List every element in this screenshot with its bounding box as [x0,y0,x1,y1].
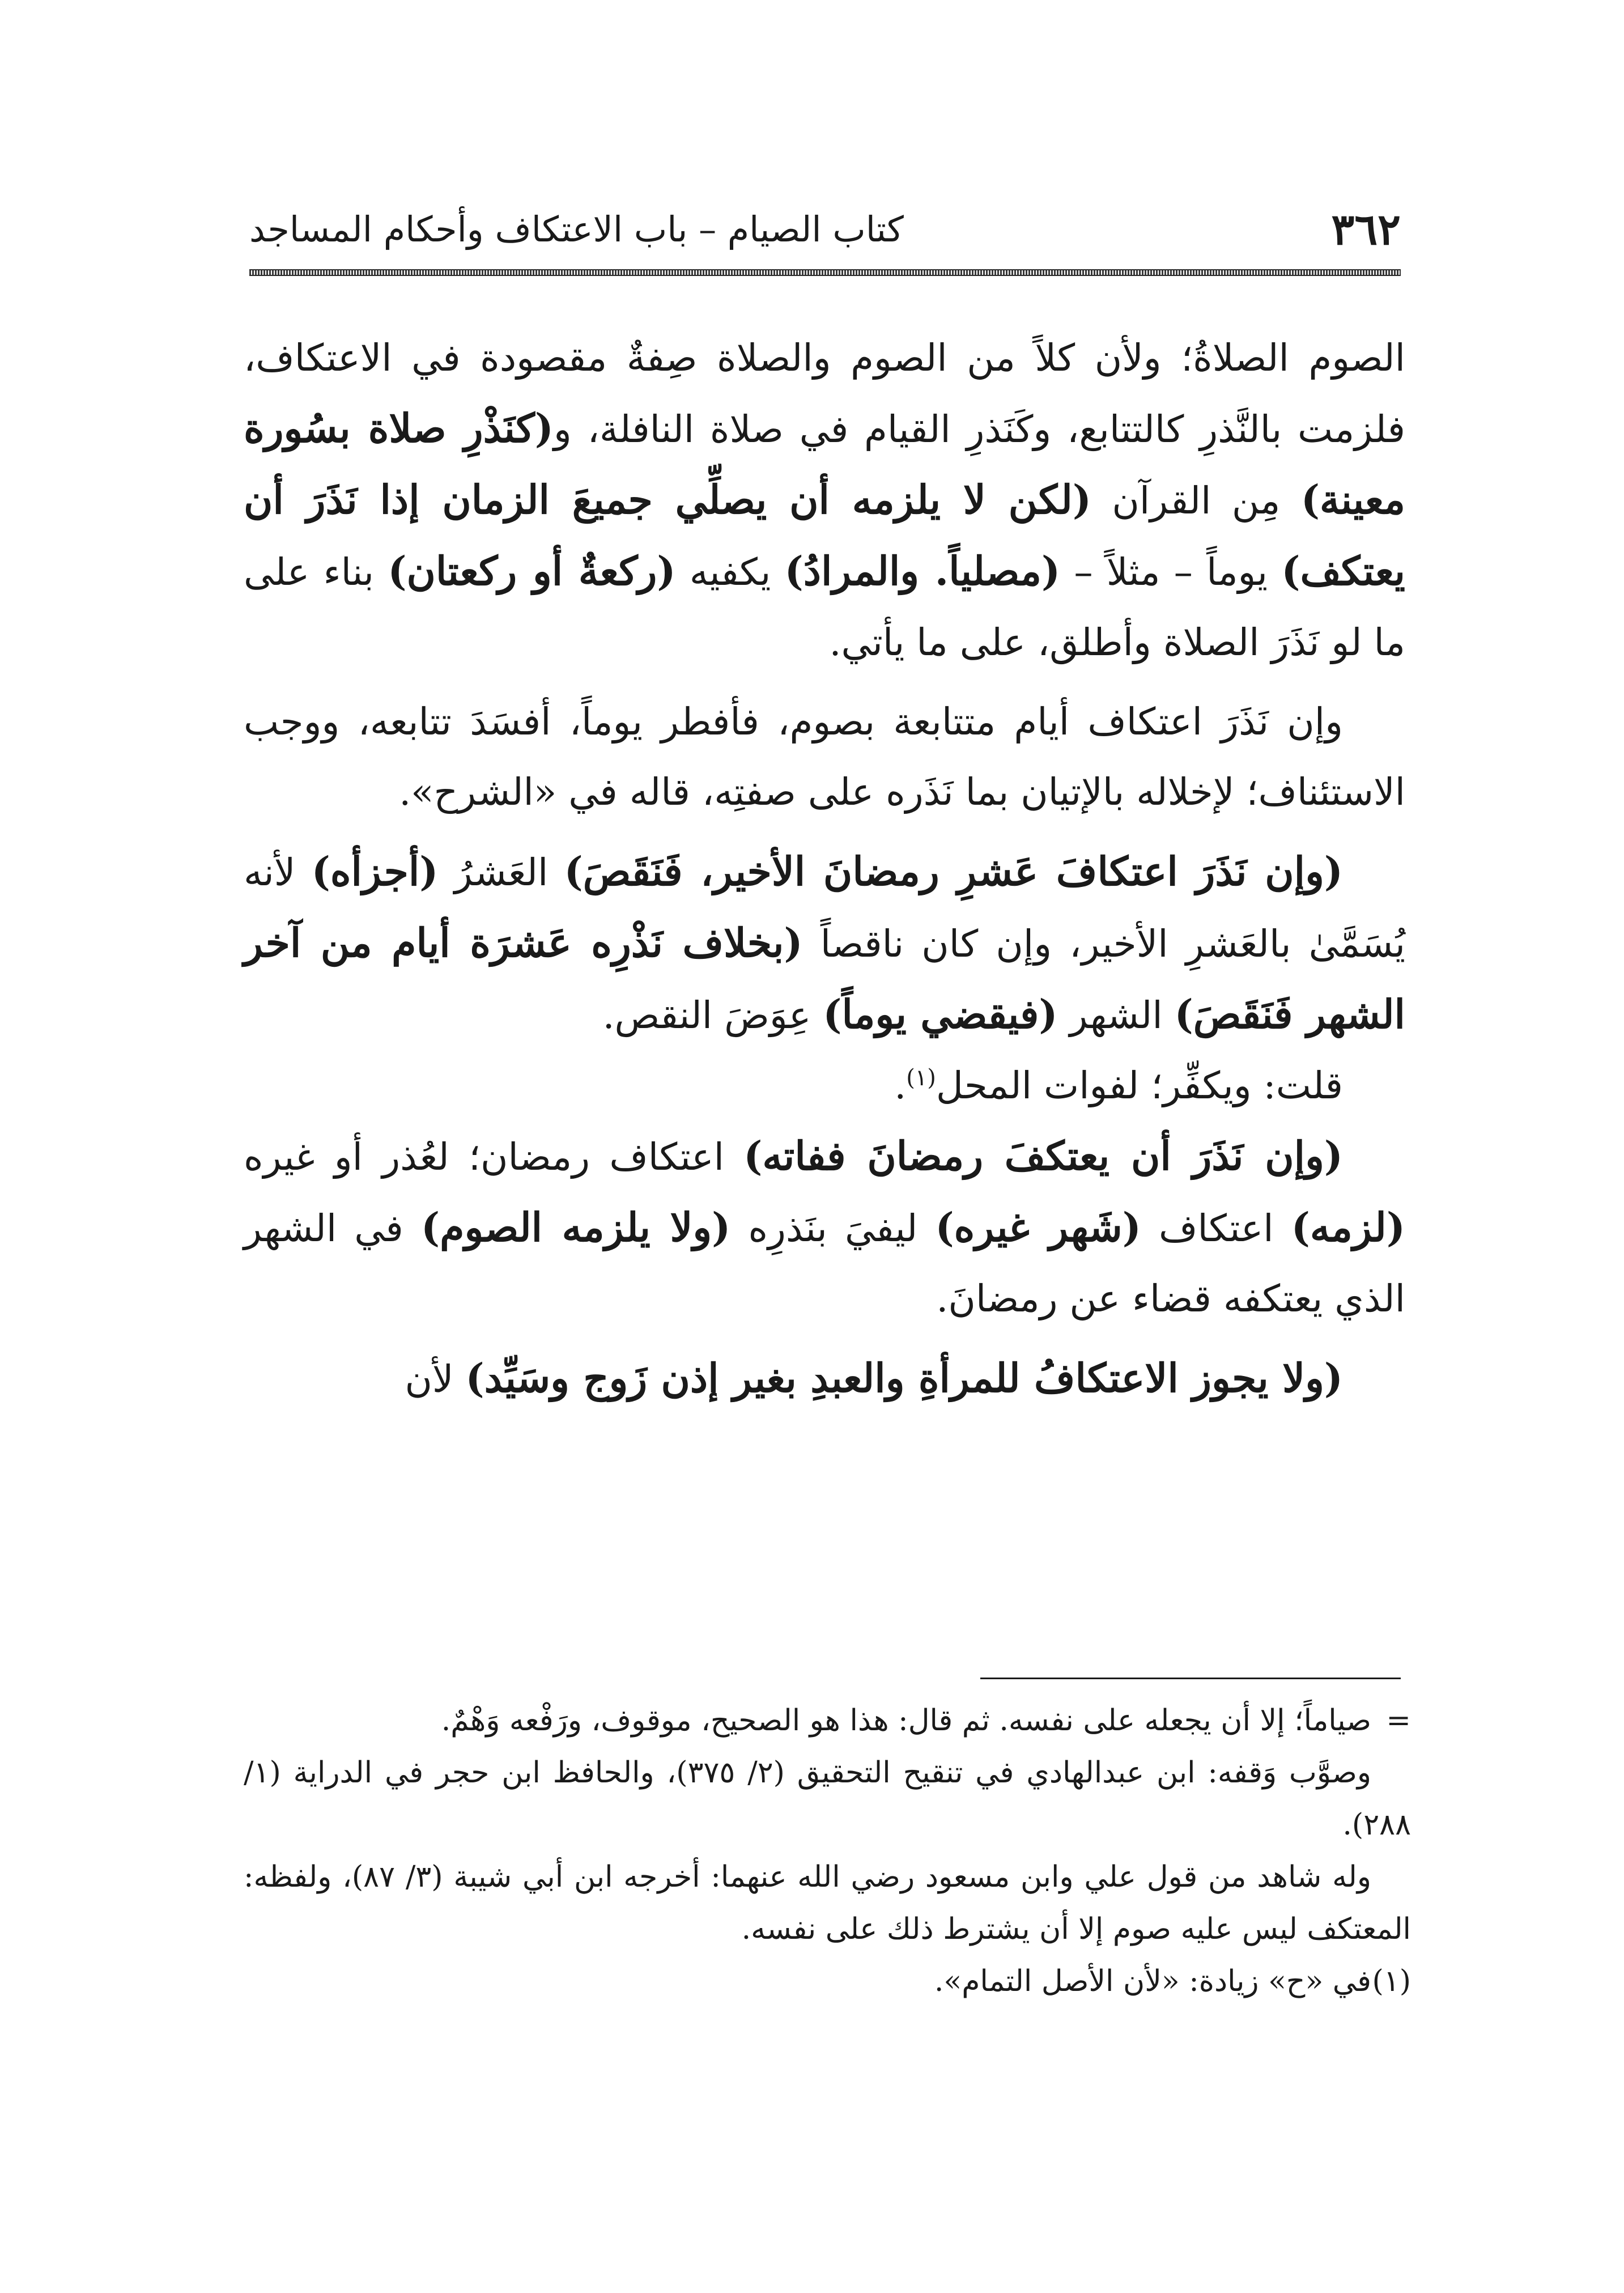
commentary-text: لأن [405,1357,466,1401]
matn-text: (وإن نَذَرَ اعتكافَ عَشرِ رمضانَ الأخير، فَنَقَصَ) [564,848,1344,895]
matn-text: (ركعةٌ أو ركعتان) [388,547,676,595]
commentary-text: في الشهر الذي يعتكفه قضاء عن رمضانَ. [244,1207,1405,1320]
paragraph [244,1121,1405,1334]
matn-text: (فيقضي يوماً) [823,991,1058,1038]
footnote-text: في «ح» زيادة: «لأن الأصل التمام». [934,1964,1371,1998]
paragraph [244,687,1405,827]
commentary-text: يكفيه [675,550,785,594]
footnote [244,1747,1411,1851]
matn-text: (بخلاف نَذْرِه عَشرَة أيام من آخر الشهر فَنَقَصَ) [244,919,1405,1038]
main-text [244,323,1405,1415]
page-number: ٣٦٢ [1331,204,1401,254]
page-header [249,198,1401,261]
footnote-ref: (١) [906,1065,936,1091]
matn-text: (لزمه) [1291,1204,1405,1251]
commentary-text: عِوَضَ النقص. [602,993,823,1037]
commentary-text: قلت: ويكفِّر؛ لفوات المحل [936,1064,1343,1107]
footnote [244,1695,1411,1747]
footnote-rule [980,1678,1401,1679]
commentary-text: لأنه يُسَمَّىٰ بالعَشرِ الأخير، وإن كان ناقصاً [244,851,1405,966]
commentary-text: العَشرُ [438,851,564,894]
header-rule [249,269,1401,276]
running-title: كتاب الصيام – باب الاعتكاف وأحكام المساجد [249,209,904,250]
matn-text: (كنَذْرِ صلاة بسُورة معينة) [244,405,1405,523]
commentary-text: يوماً – مثلاً – [1060,550,1282,594]
commentary-text: . [894,1064,907,1107]
commentary-text: الصوم الصلاةُ؛ ولأن كلاً من الصوم والصلاة صِفةٌ مقصودة في الاعتكاف، فلزمت بالنَّذرِ كالتتابع، وكَنَذرِ القيام في صلاة النافلة، و [244,336,1405,451]
paragraph [244,1051,1405,1121]
footnotes [244,1695,1411,2007]
footnote-text: وصوَّب وَقفه: ابن عبدالهادي في تنقيح التحقيق (٢/ ٣٧٥)، والحافظ ابن حجر في الدراية (١/ ٢٨٨). [244,1756,1411,1842]
paragraph [244,836,1405,1051]
commentary-text: الشهر [1057,993,1175,1037]
commentary-text: ليفيَ بنَذرِه [730,1207,936,1250]
footnote-mark: (١) [1372,1964,1411,1998]
commentary-text: وإن نَذَرَ اعتكاف أيام متتابعة بصوم، فأفطر يوماً، أفسَدَ تتابعه، ووجب الاستئناف؛ لإخلاله بالإتيان بما نَذَره على صفتِه، قاله في «الشرح». [244,700,1405,814]
footnote-text: وله شاهد من قول علي وابن مسعود رضي الله عنهما: أخرجه ابن أبي شيبة (٣/ ٨٧)، ولفظه: المعتكف ليس عليه صوم إلا أن يشترط ذلك على نفسه. [244,1860,1411,1946]
footnote [244,1851,1411,1955]
commentary-text: بناء على ما لو نَذَرَ الصلاة وأطلق، على ما يأتي. [244,550,1405,664]
matn-text: (وإن نَذَرَ أن يعتكفَ رمضانَ ففاته) [743,1132,1344,1179]
footnote [244,1955,1411,2007]
commentary-text: اعتكاف رمضان؛ لعُذر أو غيره [244,1135,744,1179]
commentary-text: مِن القرآن [1091,479,1301,523]
matn-text: (مصلياً. والمرادُ) [784,547,1061,595]
matn-text: (لكن لا يلزمه أن يصلِّي جميعَ الزمان إذا نَذَرَ أن يعتكف) [244,476,1405,595]
matn-text: (ولا يلزمه الصوم) [421,1204,731,1251]
paragraph [244,323,1405,678]
footnote-mark: = [1386,1704,1411,1738]
matn-text: (أجزأه) [311,848,439,895]
matn-text: (ولا يجوز الاعتكافُ للمرأةِ والعبدِ بغير إذن زَوج وسَيِّد) [465,1354,1343,1402]
paragraph [244,1343,1405,1415]
commentary-text: اعتكاف [1141,1207,1291,1250]
footnote-text: صياماً؛ إلا أن يجعله على نفسه. ثم قال: هذا هو الصحيح، موقوف، ورَفْعه وَهْمٌ. [441,1704,1371,1738]
matn-text: (شَهر غيره) [935,1204,1141,1251]
